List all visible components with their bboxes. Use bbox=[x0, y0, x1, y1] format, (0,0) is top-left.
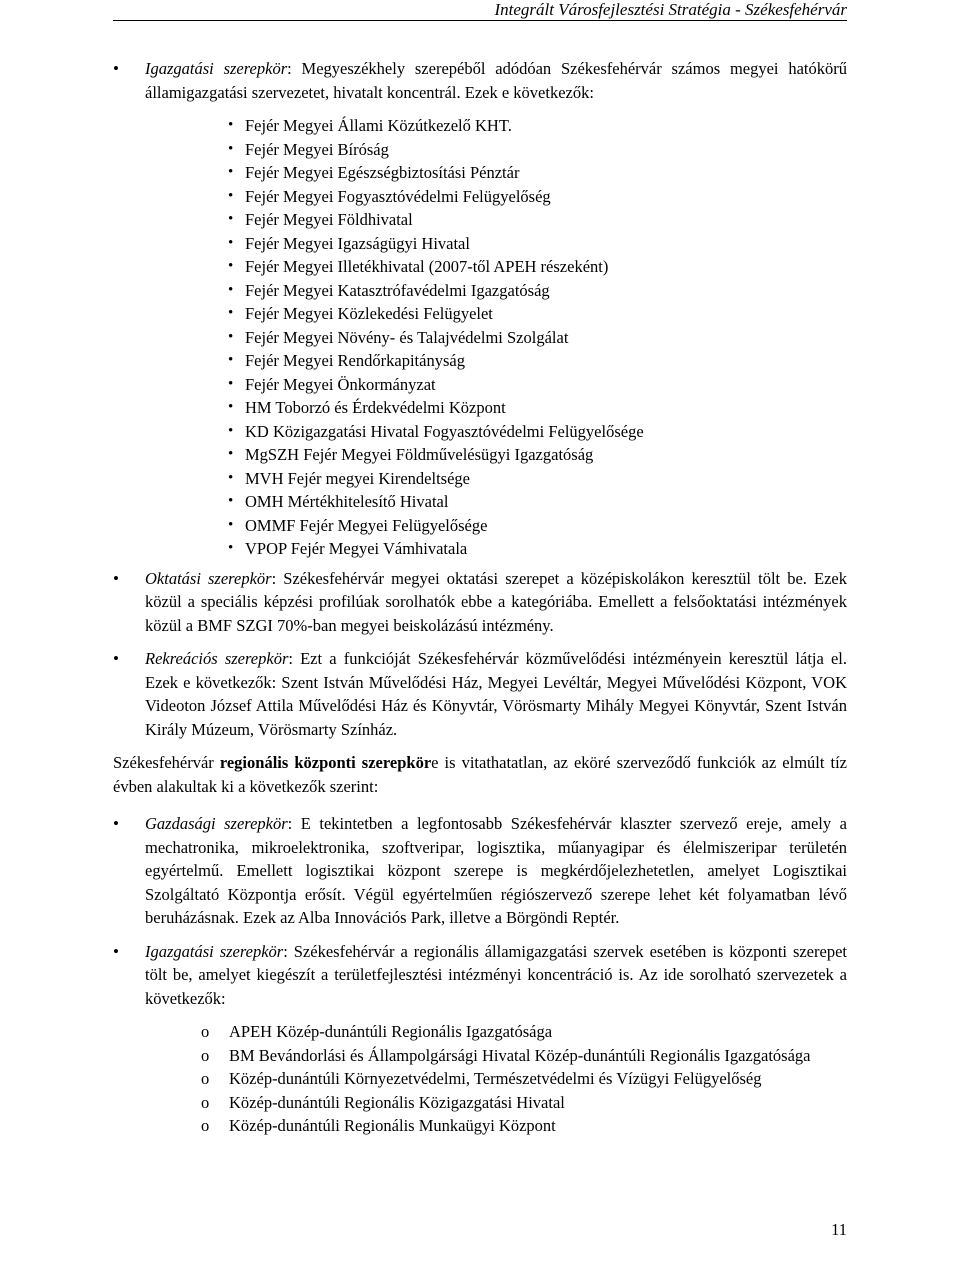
page-content bbox=[113, 57, 847, 1138]
list-item bbox=[113, 57, 847, 561]
bullet-list-regional bbox=[113, 812, 847, 1010]
list-item: o Közép-dunántúli Regionális Munkaügyi Központ bbox=[113, 1114, 847, 1138]
list-item: • OMH Mértékhitelesítő Hivatal bbox=[145, 490, 847, 514]
list-item: • Fejér Megyei Fogyasztóvédelmi Felügyelőség bbox=[145, 185, 847, 209]
list-item: • MVH Fejér megyei Kirendeltsége bbox=[145, 467, 847, 491]
list-item bbox=[113, 567, 847, 638]
body-paragraph bbox=[113, 751, 847, 798]
sublist-county-offices bbox=[145, 114, 847, 561]
role-text: : Ezt a funkcióját Székesfehérvár közművelődési intézményein keresztül látja el. Ezek e következők: Szent István Művelődési Ház, Megyei Levéltár, Megyei Művelődési Központ, VOK Videoton József Attila Művelődési Ház és Könyvtár, Vörösmarty Mihály Megyei Könyvtár, Szent István Király Múzeum, Vörösmarty Színház. bbox=[145, 649, 847, 739]
paragraph-text: Székesfehérvár bbox=[113, 753, 220, 772]
role-term: Igazgatási szerepkör bbox=[145, 941, 284, 961]
paragraph-text: e is vitathatatlan, az eköré szerveződő funkciók az elmúlt tíz évben alakultak ki a következők szerint: bbox=[113, 753, 848, 796]
role-term: Igazgatási szerepkör bbox=[145, 59, 288, 78]
list-item: • VPOP Fejér Megyei Vámhivatala bbox=[145, 537, 847, 561]
header-title: Integrált Városfejlesztési Stratégia - Székesfehérvár bbox=[494, 0, 847, 19]
role-term: Gazdasági szerepkör bbox=[145, 814, 288, 833]
role-text: : E tekintetben a legfontosabb Székesfehérvár klaszter szervező ereje, amely a mechatronika, mikroelektronika, szoftveripar, logisztika, műanyagipar és élelmiszeripar területén egyértelmű. Emellett logisztikai központ szerepe is megkérdőjelezhetetlen, amelyet Logisztikai Szolgáltató Központja erősít. Végül egyértelműen régiószervező szerepe lehet két folyamatban lévő beruházásnak. Ezek az Alba Innovációs Park, illetve a Börgöndi Reptér. bbox=[145, 814, 847, 927]
list-item: • HM Toborzó és Érdekvédelmi Központ bbox=[145, 396, 847, 420]
list-item bbox=[113, 647, 847, 741]
list-item: o BM Bevándorlási és Állampolgársági Hivatal Közép-dunántúli Regionális Igazgatósága bbox=[113, 1044, 847, 1068]
list-item bbox=[113, 812, 847, 930]
role-text: : Székesfehérvár megyei oktatási szerepet a középiskolákon keresztül tölt be. Ezek közül a speciális képzési profilúak sorolhatók ebbe a kategóriába. Emellett a felsőoktatási intézmények közül a BMF SZGI 70%-ban megyei beiskolázású intézmény. bbox=[145, 568, 847, 635]
list-item: • Fejér Megyei Rendőrkapitányság bbox=[145, 349, 847, 373]
list-item: o APEH Közép-dunántúli Regionális Igazgatósága bbox=[113, 1020, 847, 1044]
list-item: • OMMF Fejér Megyei Felügyelősége bbox=[145, 514, 847, 538]
list-item: • Fejér Megyei Bíróság bbox=[145, 138, 847, 162]
list-item: • MgSZH Fejér Megyei Földművelésügyi Igazgatóság bbox=[145, 443, 847, 467]
bold-term: regionális központi szerepkör bbox=[219, 753, 432, 772]
role-term: Rekreációs szerepkör bbox=[145, 649, 289, 668]
role-text: : Megyeszékhely szerepéből adódóan Székesfehérvár számos megyei hatókörű államigazgatási szervezetet, hivatalt koncentrál. Ezek e következők: bbox=[145, 59, 847, 102]
list-item: • Fejér Megyei Igazságügyi Hivatal bbox=[145, 232, 847, 256]
list-item: • Fejér Megyei Önkormányzat bbox=[145, 373, 847, 397]
role-term: Oktatási szerepkör bbox=[145, 568, 272, 588]
list-item: • Fejér Megyei Egészségbiztosítási Pénztár bbox=[145, 161, 847, 185]
list-item: • Fejér Megyei Földhivatal bbox=[145, 208, 847, 232]
role-text: : Székesfehérvár a regionális államigazgatási szervek esetében is központi szerepet tölt be, amelyet kiegészít a területfejlesztési intézményi koncentráció is. Az ide sorolható szervezetek a következők: bbox=[145, 941, 847, 1008]
list-item: • KD Közigazgatási Hivatal Fogyasztóvédelmi Felügyelősége bbox=[145, 420, 847, 444]
sublist-regional-offices bbox=[113, 1020, 847, 1138]
list-item: • Fejér Megyei Illetékhivatal (2007-től APEH részeként) bbox=[145, 255, 847, 279]
list-item: o Közép-dunántúli Regionális Közigazgatási Hivatal bbox=[113, 1091, 847, 1115]
list-item: • Fejér Megyei Állami Közútkezelő KHT. bbox=[145, 114, 847, 138]
list-item bbox=[113, 940, 847, 1011]
page-number: 11 bbox=[831, 1220, 847, 1239]
list-item: • Fejér Megyei Növény- és Talajvédelmi Szolgálat bbox=[145, 326, 847, 350]
list-item: o Közép-dunántúli Környezetvédelmi, Természetvédelmi és Vízügyi Felügyelőség bbox=[113, 1067, 847, 1091]
running-header bbox=[113, 0, 847, 21]
list-item: • Fejér Megyei Közlekedési Felügyelet bbox=[145, 302, 847, 326]
bullet-list-county bbox=[113, 57, 847, 741]
list-item: • Fejér Megyei Katasztrófavédelmi Igazgatóság bbox=[145, 279, 847, 303]
